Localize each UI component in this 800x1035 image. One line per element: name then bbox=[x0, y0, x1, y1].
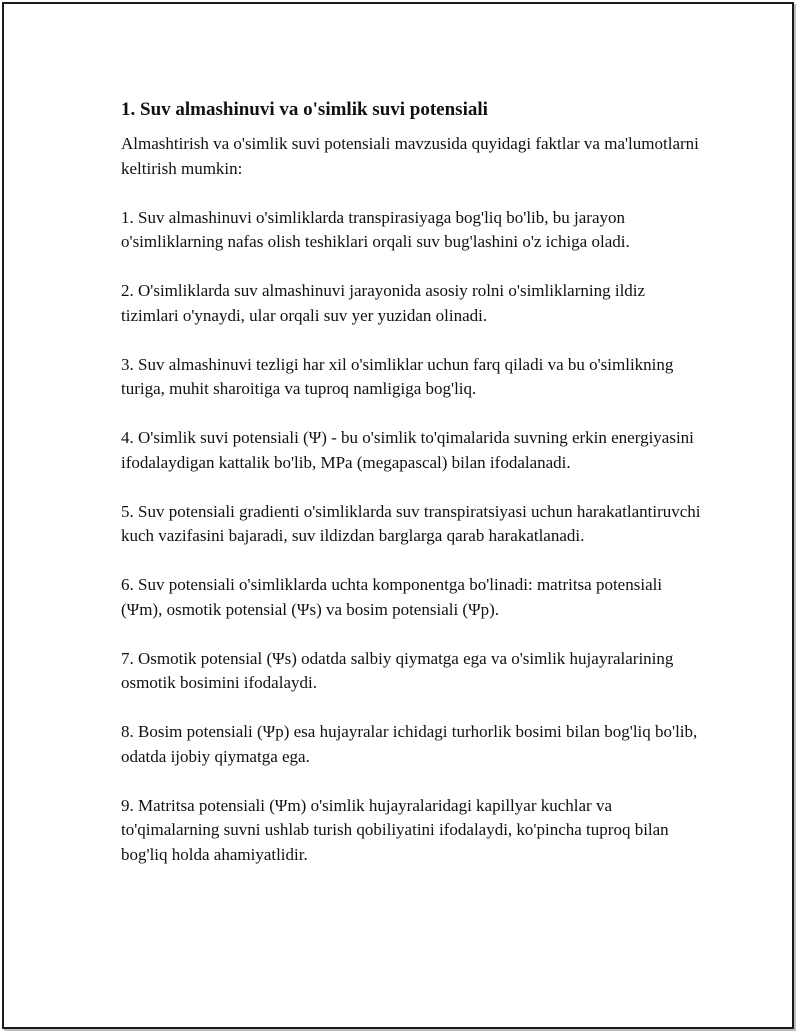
fact-item-4: 4. O'simlik suvi potensiali (Ψ) - bu o'simlik to'qimalarida suvning erkin energiyasini ifodalaydigan kattalik bo'lib, MPa (megapascal) bilan ifodalanadi. bbox=[121, 428, 694, 472]
document-content bbox=[121, 97, 701, 867]
fact-item-9: 9. Matritsa potensiali (Ψm) o'simlik hujayralaridagi kapillyar kuchlar va to'qimalarning suvni ushlab turish qobiliyatini ifodalaydi, ko'pincha tuproq bilan bog'liq holda ahamiyatlidir. bbox=[121, 795, 669, 864]
facts-list bbox=[121, 206, 701, 868]
fact-item-6: 6. Suv potensiali o'simliklarda uchta komponentga bo'linadi: matritsa potensiali (Ψm), osmotik potensial (Ψs) va bosim potensiali (Ψp). bbox=[121, 575, 663, 619]
fact-item-7: 7. Osmotik potensial (Ψs) odatda salbiy qiymatga ega va o'simlik hujayralarining osmotik bosimini ifodalaydi. bbox=[121, 648, 674, 692]
fact-item-5: 5. Suv potensiali gradienti o'simliklarda suv transpiratsiyasi uchun harakatlantiruvchi kuch vazifasini bajaradi, suv ildizdan barglarga qarab harakatlanadi. bbox=[121, 501, 701, 545]
page-title: 1. Suv almashinuvi va o'simlik suvi potensiali bbox=[121, 99, 488, 120]
fact-item-1: 1. Suv almashinuvi o'simliklarda transpirasiyaga bog'liq bo'lib, bu jarayon o'simliklarning nafas olish teshiklari orqali suv bug'lashini o'z ichiga oladi. bbox=[121, 207, 630, 251]
fact-item-2: 2. O'simliklarda suv almashinuvi jarayonida asosiy rolni o'simliklarning ildiz tizimlari o'ynaydi, ular orqali suv yer yuzidan olinadi. bbox=[121, 281, 646, 325]
fact-item-8: 8. Bosim potensiali (Ψp) esa hujayralar ichidagi turhorlik bosimi bilan bog'liq bo'lib, odatda ijobiy qiymatga ega. bbox=[121, 722, 698, 766]
intro-paragraph: Almashtirish va o'simlik suvi potensiali mavzusida quyidagi faktlar va ma'lumotlarni keltirish mumkin: bbox=[121, 134, 699, 178]
fact-item-3: 3. Suv almashinuvi tezligi har xil o'simliklar uchun farq qiladi va bu o'simlikning turiga, muhit sharoitiga va tuproq namligiga bog'liq. bbox=[121, 354, 674, 398]
page-frame bbox=[2, 2, 794, 1029]
